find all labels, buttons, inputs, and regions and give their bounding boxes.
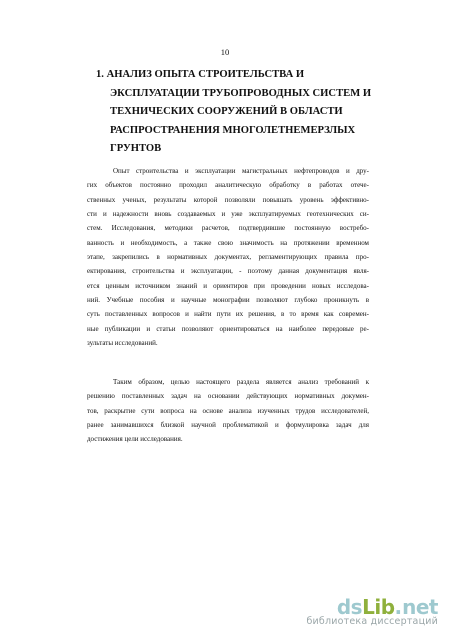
text-line: ектирования, строительства и эксплуатации, - поэтому данная документация явля- [87, 267, 369, 276]
text-line: ний. Учебные пособия и научные монографии позволяют глубоко проникнуть в [87, 296, 369, 305]
text-line: суть поставленных вопросов и найти пути их решения, в то время как современ- [87, 310, 369, 319]
text-line: Опыт строительства и эксплуатации магистральных нефтепроводов и дру- [113, 167, 369, 175]
text-line: ется ценным источником знаний и ориентиров при проведении новых исследова- [87, 281, 369, 290]
text-line: зультаты исследований. [87, 339, 158, 348]
heading-line: ГРУНТОВ [110, 143, 162, 155]
text-line: ванность и необходимость, а также свою значимость на протяжении временном [87, 238, 369, 247]
heading-line: ТЕХНИЧЕСКИХ СООРУЖЕНИЙ В ОБЛАСТИ [110, 106, 343, 118]
text-line: стем. Исследования, методики расчетов, подтвердившие постоянную востребо- [87, 224, 369, 233]
heading-line: РАСПРОСТРАНЕНИЯ МНОГОЛЕТНЕМЕРЗЛЫХ [110, 124, 356, 136]
chapter-heading [96, 66, 396, 159]
logo-ds-text: ds [336, 595, 363, 619]
text-line: гих объектов постоянно проходил аналитическую обработку в работах отече- [87, 181, 369, 190]
watermark-subtitle: библиотека диссертаций [306, 616, 438, 627]
text-line: этапе, закрепились в нормативных документах, регламентирующих правила про- [87, 253, 369, 262]
dslib-watermark [306, 595, 438, 627]
page-number: 10 [220, 47, 230, 57]
text-line: ные публикации и статьи позволяют ориентироваться на наиболее передовые ре- [87, 324, 369, 333]
text-line: ственных ученых, результаты которой позволяли повышать уровень эффективно- [87, 195, 369, 204]
body-paragraph-1 [87, 164, 369, 350]
logo-net-text: net [402, 595, 438, 619]
logo-lib-text: Lib [362, 595, 395, 619]
text-line: Таким образом, целью настоящего раздела является анализ требований к [113, 378, 369, 386]
text-line: достижения цели исследования. [87, 435, 183, 444]
text-line: ранее занимавшихся близкой научной проблематикой и формулировка задач для [87, 421, 369, 430]
logo-dot-text: . [394, 595, 403, 619]
text-line: решению поставленных задач на основании действующих нормативных докумен- [87, 392, 369, 401]
heading-line: ЭКСПЛУАТАЦИИ ТРУБОПРОВОДНЫХ СИСТЕМ И [110, 87, 372, 99]
text-line: тов, раскрытие сути вопроса на основе анализа изученных трудов исследователей, [87, 406, 369, 415]
body-paragraph-2 [87, 375, 369, 447]
text-line: сти и надежности вновь создаваемых и уже эксплуатируемых геотехнических си- [87, 210, 369, 219]
heading-line: 1. АНАЛИЗ ОПЫТА СТРОИТЕЛЬСТВА И [96, 69, 305, 80]
